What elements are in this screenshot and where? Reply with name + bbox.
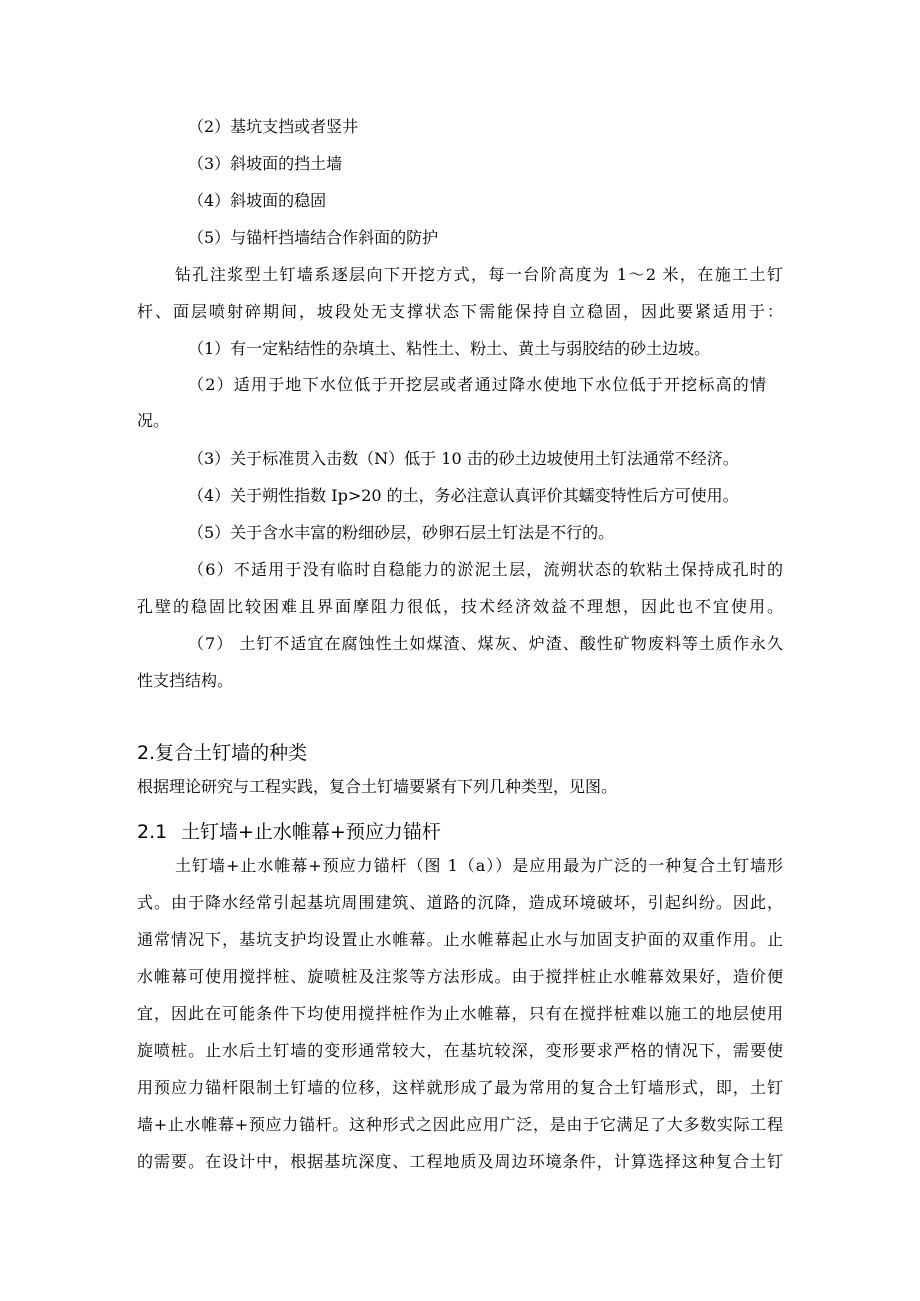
list-item-6: （6）不适用于没有临时自稳能力的淤泥土层，流朔状态的软粘土保持成孔时的 [188, 560, 783, 579]
subsection-number: 2.1 [137, 821, 168, 843]
list-item-5: （5）关于含水丰富的粉细砂层，砂卵石层土钉法是不行的。 [188, 523, 615, 542]
list-item-2: （2）适用于地下水位低于开挖层或者通过降水使地下水位低于开挖标高的情 [188, 375, 766, 394]
paragraph-line: 宜，因此在可能条件下均使用搅拌桩作为止水帷幕，只有在搅拌桩难以施工的地层使用 [137, 1004, 783, 1023]
paragraph-line: 钻孔注浆型土钉墙系逐层向下开挖方式，每一台阶高度为 1～2 米，在施工土钉 [175, 265, 783, 284]
paragraph-line: 墙+止水帷幕+预应力锚杆。这种形式之因此应用广泛，是由于它满足了大多数实际工程 [137, 1115, 783, 1134]
paragraph-line: 土钉墙+止水帷幕+预应力锚杆（图 1（a））是应用最为广泛的一种复合土钉墙形 [175, 856, 783, 875]
list-item-7: （7） 土钉不适宜在腐蚀性土如煤渣、煤灰、炉渣、酸性矿物废料等土质作永久 [188, 634, 783, 653]
subsection-heading [137, 817, 441, 844]
paragraph-line: 杆、面层喷射碎期间，坡段处无支撑状态下需能保持自立稳固，因此要紧适用于： [137, 302, 783, 321]
list-item-continuation: 况。 [137, 411, 170, 430]
list-item-3: （3）斜坡面的挡土墙 [188, 154, 343, 173]
paragraph-line: 的需要。在设计中，根据基坑深度、工程地质及周边环境条件，计算选择这种复合土钉 [137, 1152, 783, 1171]
paragraph-line: 通常情况下，基坑支护均设置止水帷幕。止水帷幕起止水与加固支护面的双重作用。止 [137, 930, 783, 949]
subsection-title: 土钉墙+止水帷幕+预应力锚杆 [181, 821, 441, 843]
paragraph-line: 式。由于降水经常引起基坑周围建筑、道路的沉降，造成环境破坏，引起纠纷。因此， [137, 893, 783, 912]
section-heading: 2.复合土钉墙的种类 [137, 742, 308, 764]
paragraph-line: 旋喷桩。止水后土钉墙的变形通常较大，在基坑较深，变形要求严格的情况下，需要使 [137, 1041, 783, 1060]
list-item-1: （1）有一定粘结性的杂填土、粘性土、粉土、黄土与弱胶结的砂土边坡。 [188, 339, 711, 358]
list-item-3: （3）关于标准贯入击数（N）低于 10 击的砂土边坡使用土钉法通常不经济。 [188, 449, 739, 468]
list-item-continuation: 孔壁的稳固比较困难且界面摩阻力很低，技术经济效益不理想，因此也不宜使用。 [137, 597, 783, 616]
list-item-continuation: 性支挡结构。 [137, 671, 234, 690]
list-item-2: （2）基坑支挡或者竖井 [188, 117, 359, 136]
list-item-4: （4）关于朔性指数 Ip>20 的土，务必注意认真评价其蠕变特性后方可使用。 [188, 486, 739, 505]
section-intro: 根据理论研究与工程实践，复合土钉墙要紧有下列几种类型，见图。 [137, 777, 618, 796]
list-item-5: （5）与锚杆挡墙结合作斜面的防护 [188, 228, 439, 247]
list-item-4: （4）斜坡面的稳固 [188, 191, 327, 210]
paragraph-line: 水帷幕可使用搅拌桩、旋喷桩及注浆等方法形成。由于搅拌桩止水帷幕效果好，造价便 [137, 967, 783, 986]
paragraph-line: 用预应力锚杆限制土钉墙的位移，这样就形成了最为常用的复合土钉墙形式，即，土钉 [137, 1078, 783, 1097]
